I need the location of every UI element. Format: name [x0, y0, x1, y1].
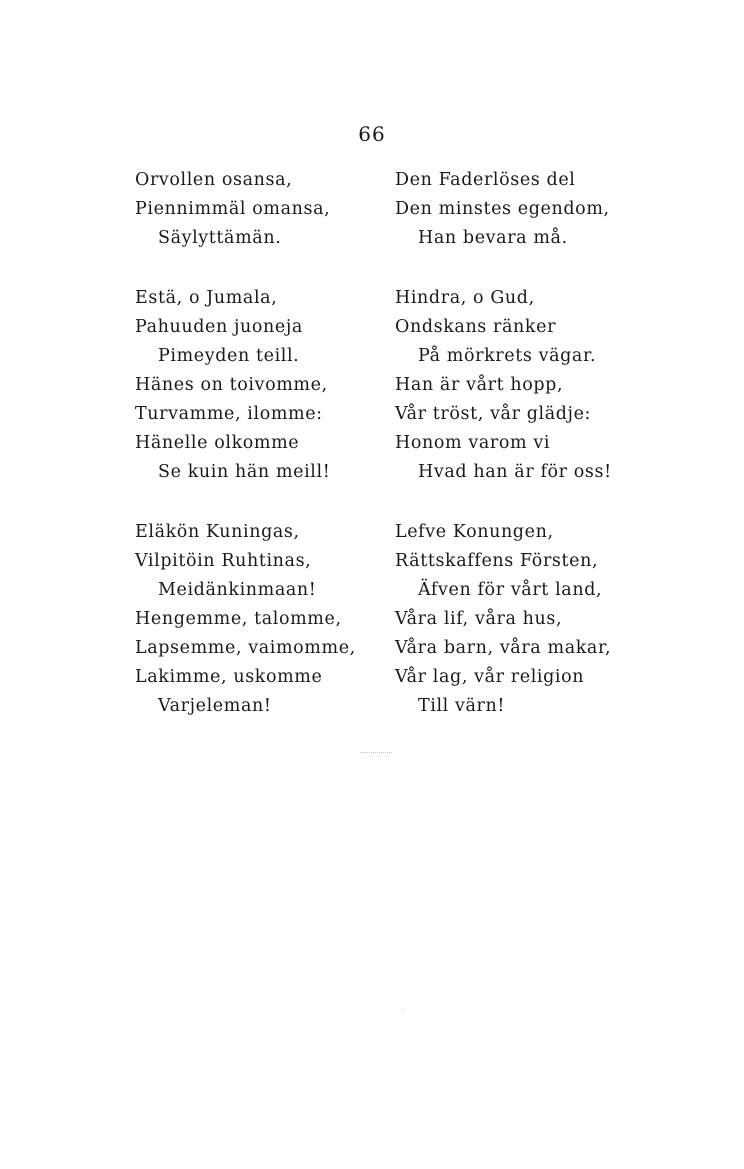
- verse-line: Meidänkinmaan!: [158, 580, 317, 600]
- stanza: [135, 284, 395, 487]
- verse-line: Lakimme, uskomme: [135, 667, 323, 687]
- paper-speck: [403, 1010, 404, 1012]
- verse-line: Piennimmäl omansa,: [135, 199, 331, 219]
- page-number: 66: [358, 122, 386, 146]
- verse-line: Hindra, o Gud,: [395, 288, 535, 308]
- verse-line: Vår tröst, vår glädje:: [395, 404, 592, 424]
- verse-line: Se kuin hän meill!: [158, 462, 331, 482]
- verse-line: Den Faderlöses del: [395, 170, 576, 190]
- verse-line: Rättskaffens Försten,: [395, 551, 599, 571]
- stanza: [135, 518, 395, 721]
- verse-line: Estä, o Jumala,: [135, 288, 278, 308]
- verse-line: Vilpitöin Ruhtinas,: [135, 551, 312, 571]
- verse-line: Säylyttämän.: [158, 228, 282, 248]
- stanza: [395, 166, 655, 253]
- finnish-column: [135, 166, 395, 752]
- stanza: [135, 166, 395, 253]
- verse-line: Pimeyden teill.: [158, 346, 300, 366]
- verse-line: Turvamme, ilomme:: [135, 404, 323, 424]
- verse-line: Orvollen osansa,: [135, 170, 293, 190]
- stanza: [395, 518, 655, 721]
- verse-line: Vår lag, vår religion: [395, 667, 585, 687]
- verse-line: Hänelle olkomme: [135, 433, 300, 453]
- verse-line: Eläkön Kuningas,: [135, 522, 300, 542]
- verse-line: Våra barn, våra makar,: [395, 638, 612, 658]
- verse-line: Äfven för vårt land,: [418, 580, 603, 600]
- stanza: [395, 284, 655, 487]
- verse-line: Han är vårt hopp,: [395, 375, 564, 395]
- verse-line: Våra lif, våra hus,: [395, 609, 563, 629]
- verse-line: Den minstes egendom,: [395, 199, 610, 219]
- verse-line: På mörkrets vägar.: [418, 346, 597, 366]
- section-divider: [360, 752, 392, 753]
- verse-line: Hengemme, talomme,: [135, 609, 342, 629]
- swedish-column: [395, 166, 655, 752]
- verse-line: Ondskans ränker: [395, 317, 557, 337]
- verse-line: Pahuuden juoneja: [135, 317, 303, 337]
- verse-line: Lefve Konungen,: [395, 522, 554, 542]
- verse-line: Hänes on toivomme,: [135, 375, 328, 395]
- verse-line: Honom varom vi: [395, 433, 551, 453]
- verse-line: Lapsemme, vaimomme,: [135, 638, 356, 658]
- verse-line: Varjeleman!: [158, 696, 272, 716]
- verse-line: Han bevara må.: [418, 228, 568, 248]
- verse-line: Hvad han är för oss!: [418, 462, 612, 482]
- verse-line: Till värn!: [418, 696, 506, 716]
